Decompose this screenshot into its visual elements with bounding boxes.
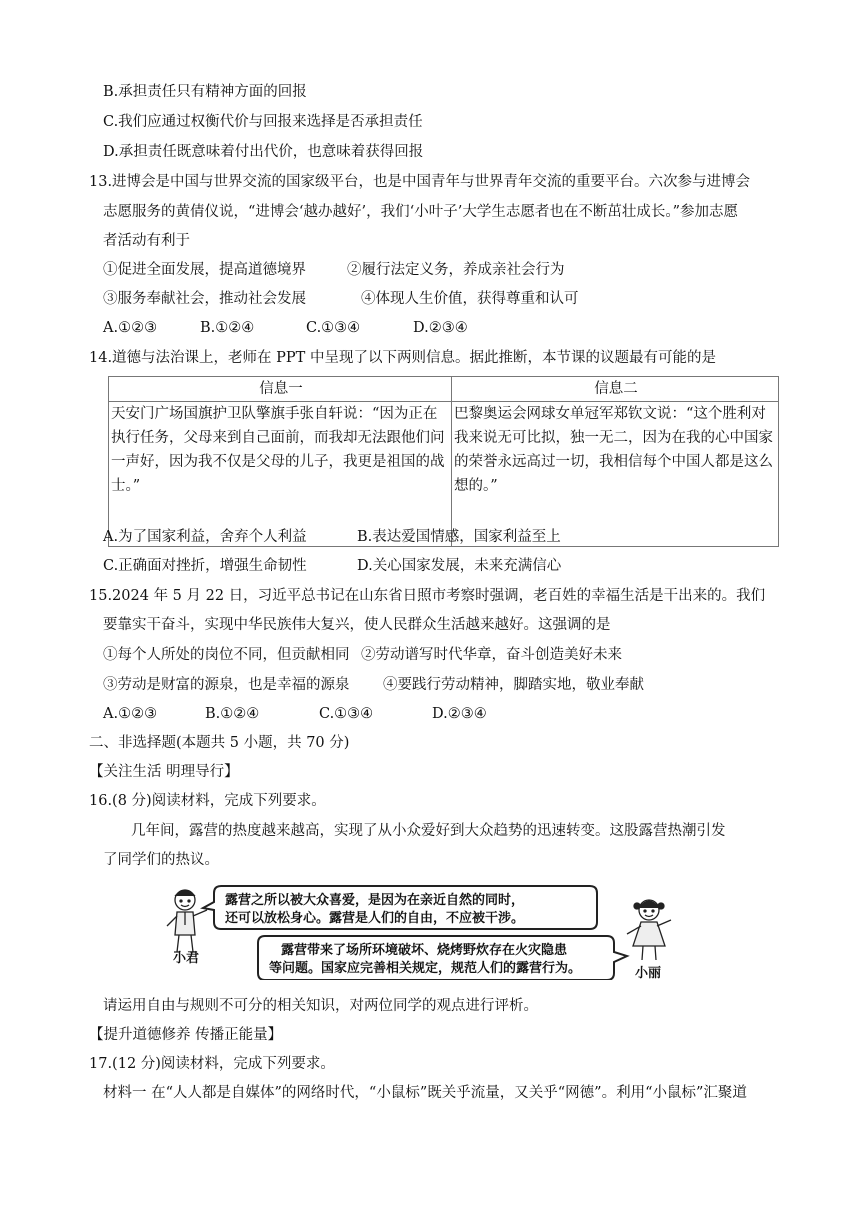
q14-option-d: D.关心国家发展，未来充满信心 [357, 558, 562, 574]
q13-item-1: ①促进全面发展，提高道德境界 [103, 262, 306, 278]
q14-stem: 14.道德与法治课上，老师在 PPT 中呈现了以下两则信息。据此推断，本节课的议题最有可能的是 [89, 350, 716, 366]
q15-item-2: ②劳动谱写时代华章，奋斗创造美好未来 [361, 647, 622, 663]
section-heading: 二、非选择题(本题共 5 小题，共 70 分) [89, 735, 350, 751]
q13-stem-line2: 志愿服务的黄倩仪说，“进博会‘越办越好’，我们‘小叶子’大学生志愿者也在不断茁壮成长。”参加志愿 [103, 204, 739, 220]
q15-stem-line2: 要靠实干奋斗，实现中华民族伟大复兴，使人民群众生活越来越好。这强调的是 [103, 617, 611, 633]
q17-material-one: 材料一 在“人人都是自媒体”的网络时代，“小鼠标”既关乎流量，又关乎“网德”。利用“小鼠标”汇聚道 [103, 1085, 747, 1101]
q13-item-4: ④体现人生价值，获得尊重和认可 [361, 291, 579, 307]
bubble2-line1: 露营带来了场所环境破坏、烧烤野炊存在火灾隐患 [281, 943, 568, 958]
name-right: 小丽 [635, 966, 662, 980]
q13-stem-line1: 13.进博会是中国与世界交流的国家级平台，也是中国青年与世界青年交流的重要平台。六次参与进博会 [89, 174, 751, 190]
q13-option-a: A.①②③ [103, 320, 158, 336]
section-subheading-1: 【关注生活 明理导行】 [89, 764, 239, 780]
q15-option-a: A.①②③ [103, 706, 158, 722]
q15-option-d: D.②③④ [432, 706, 487, 722]
q14-option-a: A.为了国家利益，舍弃个人利益 [103, 529, 307, 545]
q15-option-b: B.①②④ [205, 706, 260, 722]
q14-option-b: B.表达爱国情感，国家利益至上 [357, 529, 561, 545]
q12-option-c: C.我们应通过权衡代价与回报来选择是否承担责任 [103, 114, 423, 130]
bubble2-line2: 等问题。国家应完善相关规定，规范人们的露营行为。 [269, 961, 582, 976]
speech-bubble-xiaoli [258, 936, 627, 980]
left-child-figure [167, 890, 207, 952]
bubble1-line1: 露营之所以被大众喜爱，是因为在亲近自然的同时， [225, 893, 525, 908]
q13-option-d: D.②③④ [413, 320, 468, 336]
q16-paragraph-line1: 几年间，露营的热度越来越高，实现了从小众爱好到大众趋势的迅速转变。这股露营热潮引发 [131, 823, 726, 839]
q14-info-table [108, 376, 779, 547]
info-one-header: 信息一 [109, 377, 452, 402]
q12-option-d: D.承担责任既意味着付出代价，也意味着获得回报 [103, 144, 424, 160]
q12-option-b: B.承担责任只有精神方面的回报 [103, 84, 307, 100]
q16-stem: 16.(8 分)阅读材料，完成下列要求。 [89, 793, 326, 809]
q13-item-2: ②履行法定义务，养成亲社会行为 [347, 262, 565, 278]
speech-bubble-xiaojun [203, 886, 597, 929]
name-left: 小君 [173, 951, 200, 966]
q17-stem: 17.(12 分)阅读材料，完成下列要求。 [89, 1056, 335, 1072]
right-child-figure [627, 900, 671, 960]
q13-option-c: C.①③④ [306, 320, 361, 336]
info-one-text: 天安门广场国旗护卫队擎旗手张自轩说：“因为正在执行任务，父母来到自己面前，而我却无法跟他们问一声好，因为我不仅是父母的儿子，我更是祖国的战士。” [109, 402, 452, 547]
section-subheading-2: 【提升道德修养 传播正能量】 [89, 1027, 283, 1043]
q16-task: 请运用自由与规则不可分的相关知识，对两位同学的观点进行评析。 [103, 998, 538, 1014]
q15-stem-line1: 15.2024 年 5 月 22 日，习近平总书记在山东省日照市考察时强调，老百姓的幸福生活是干出来的。我们 [89, 588, 766, 604]
q15-item-3: ③劳动是财富的源泉，也是幸福的源泉 [103, 677, 350, 693]
q15-item-4: ④要践行劳动精神，脚踏实地，敬业奉献 [383, 677, 644, 693]
q13-stem-line3: 者活动有利于 [103, 233, 190, 249]
q15-item-1: ①每个人所处的岗位不同，但贡献相同 [103, 647, 350, 663]
q16-cartoon [165, 880, 680, 980]
q14-option-c: C.正确面对挫折，增强生命韧性 [103, 558, 307, 574]
q13-item-3: ③服务奉献社会，推动社会发展 [103, 291, 306, 307]
q16-paragraph-line2: 了同学们的热议。 [103, 852, 219, 868]
info-two-text: 巴黎奥运会网球女单冠军郑钦文说：“这个胜利对我来说无可比拟，独一无二，因为在我的心中国家的荣誉永远高过一切，我相信每个中国人都是这么想的。” [452, 402, 779, 547]
info-two-header: 信息二 [452, 377, 779, 402]
q15-option-c: C.①③④ [319, 706, 374, 722]
q13-option-b: B.①②④ [200, 320, 255, 336]
bubble1-line2: 还可以放松身心。露营是人们的自由，不应被干涉。 [225, 911, 525, 926]
